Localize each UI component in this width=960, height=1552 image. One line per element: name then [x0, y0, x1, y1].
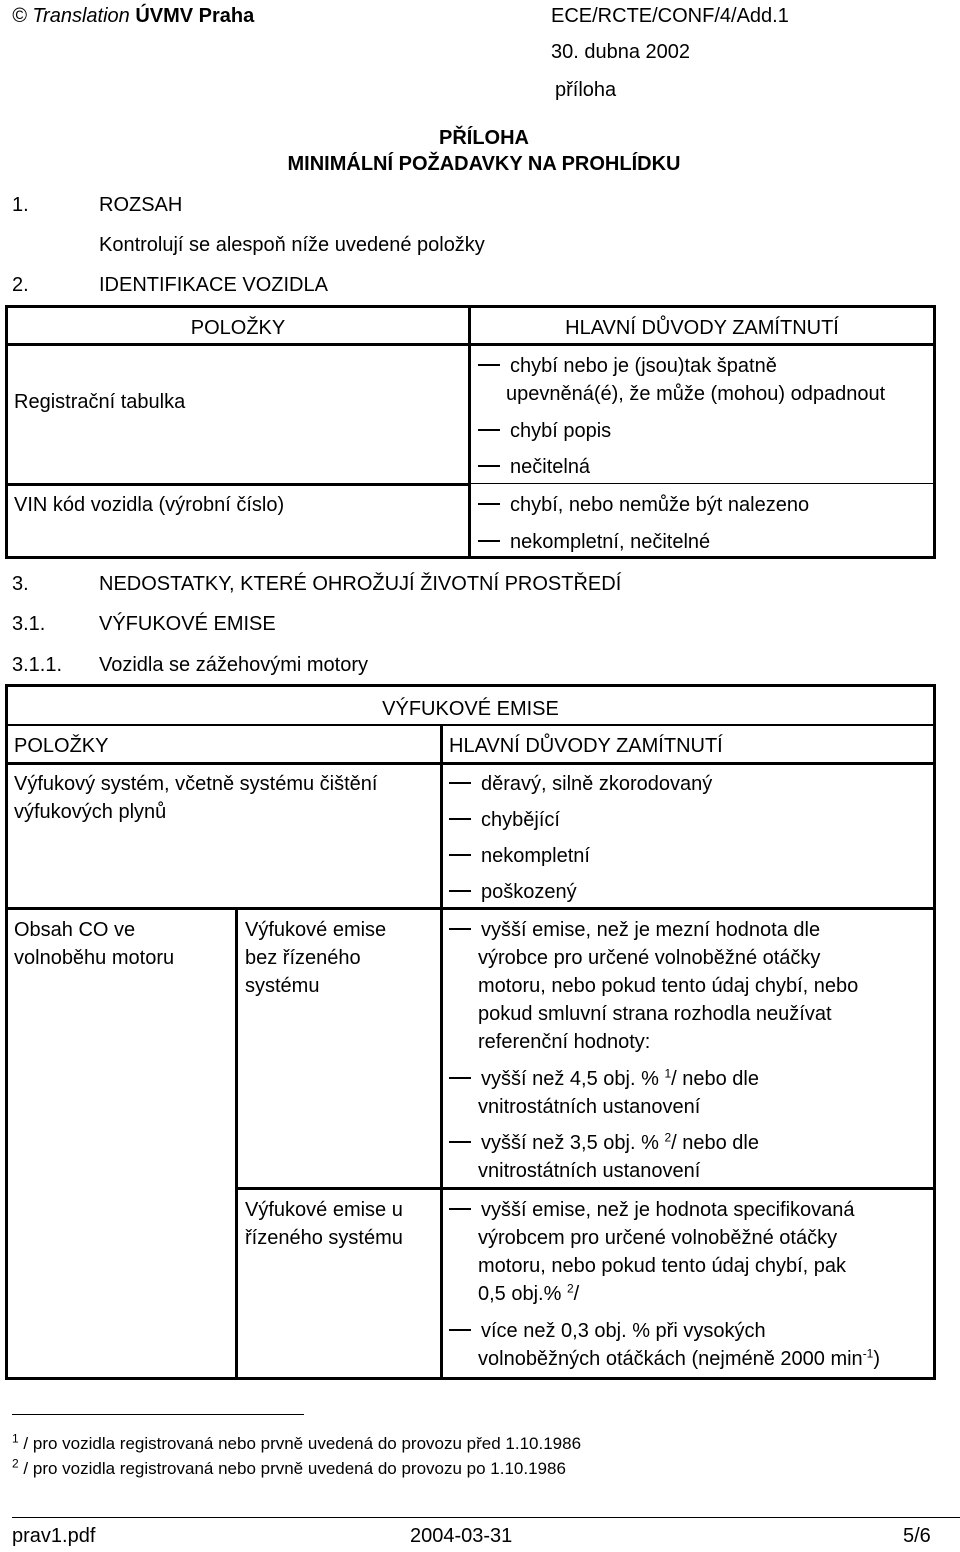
header-translation: © Translation ÚVMV Praha	[12, 5, 255, 27]
table2-header-items: POLOŽKY	[14, 735, 109, 757]
table2-reason: nekompletní	[449, 844, 590, 868]
table2-reason-continued: volnoběžných otáčkách (nejméně 2000 $\min^{-1}$)	[478, 1346, 881, 1370]
table2-reason: vyšší než 4,5 obj. % $^1$/ nebo dle	[449, 1067, 759, 1091]
table2-reason: děravý, silně zkorodovaný	[449, 772, 712, 796]
table2-item-co-content-cont: volnoběhu motoru	[14, 947, 175, 969]
table2-item-co-content: Obsah CO ve	[14, 919, 136, 941]
table1-reason: chybí, nebo nemůže být nalezeno	[478, 493, 809, 517]
table1-item-vin: VIN kód vozidla (výrobní číslo)	[14, 494, 285, 516]
table1-header-items: POLOŽKY	[190, 317, 286, 339]
section-1-text: Kontrolují se alespoň níže uvedené položky	[99, 234, 485, 256]
annex-label: příloha	[555, 79, 617, 101]
footer-filename: prav1.pdf	[12, 1525, 96, 1547]
table2-reason-continued: pokud smluvní strana rozhodla neužívat	[478, 1003, 832, 1025]
table2-subitem-controlled-cont: řízeného systému	[245, 1227, 403, 1249]
section-1-number: 1.	[12, 194, 29, 216]
title-annex: PŘÍLOHA	[439, 127, 529, 149]
table1-reason: chybí popis	[478, 419, 611, 443]
table2-item-exhaust-system: Výfukový systém, včetně systému čištění	[14, 773, 378, 795]
table2-reason: vyšší emise, než je hodnota specifikovaná	[449, 1198, 855, 1222]
doc-date: 30. dubna 2002	[551, 41, 691, 63]
table2-caption: VÝFUKOVÉ EMISE	[382, 698, 559, 720]
footer-date: 2004-03-31	[410, 1525, 513, 1547]
table2-reason-continued: referenční hodnoty:	[478, 1031, 651, 1053]
table1-reason: nekompletní, nečitelné	[478, 530, 710, 554]
footer-page-number: 5/6	[903, 1525, 931, 1547]
section-3-title: NEDOSTATKY, KTERÉ OHROŽUJÍ ŽIVOTNÍ PROSTŘEDÍ	[99, 573, 622, 595]
section-2-number: 2.	[12, 274, 29, 296]
section-1-title: ROZSAH	[99, 194, 183, 216]
table2-reason-continued: výrobce pro určené volnoběžné otáčky	[478, 947, 821, 969]
table1-reason: nečitelná	[478, 455, 590, 479]
table2-reason-continued: 0,5 obj.% $^2$/	[478, 1281, 580, 1305]
section-3-1-1-title: Vozidla se zážehovými motory	[99, 654, 369, 676]
table2-subitem-uncontrolled-cont: bez řízeného	[245, 947, 361, 969]
doc-reference: ECE/RCTE/CONF/4/Add.1	[551, 5, 789, 27]
table2-item-exhaust-system-cont: výfukových plynů	[14, 801, 167, 823]
section-3-1-number: 3.1.	[12, 613, 46, 635]
table2-reason: více než 0,3 obj. % při vysokých	[449, 1319, 766, 1343]
footnote-1: $^1$ / pro vozidla registrovaná nebo prvně uvedená do provozu před 1.10.1986	[12, 1431, 582, 1453]
table2-header-reasons: HLAVNÍ DŮVODY ZAMÍTNUTÍ	[449, 735, 723, 757]
table2-reason-continued: motoru, nebo pokud tento údaj chybí, nebo	[478, 975, 859, 997]
table2-subitem-controlled: Výfukové emise u	[245, 1199, 403, 1221]
footer-rule	[12, 1517, 960, 1518]
table1-header-reasons: HLAVNÍ DŮVODY ZAMÍTNUTÍ	[565, 317, 839, 339]
table1-reason-continued: upevněná(é), že může (mohou) odpadnout	[506, 383, 886, 405]
section-3-number: 3.	[12, 573, 29, 595]
table1-reason: chybí nebo je (jsou)tak špatně	[478, 354, 777, 378]
table1-item-registration-plate: Registrační tabulka	[14, 391, 186, 413]
section-3-1-1-number: 3.1.1.	[12, 654, 63, 676]
section-3-1-title: VÝFUKOVÉ EMISE	[99, 613, 276, 635]
table2-reason-continued: vnitrostátních ustanovení	[478, 1160, 701, 1182]
table2-reason-continued: motoru, nebo pokud tento údaj chybí, pak	[478, 1255, 847, 1277]
table2-reason: vyšší emise, než je mezní hodnota dle	[449, 918, 820, 942]
footnote-2: $^2$ / pro vozidla registrovaná nebo prvně uvedená do provozu po 1.10.1986	[12, 1456, 566, 1478]
table2-reason: poškozený	[449, 880, 577, 904]
table2-reason: vyšší než 3,5 obj. % $^2$/ nebo dle	[449, 1131, 759, 1155]
table2-subitem-uncontrolled: Výfukové emise	[245, 919, 387, 941]
table2-reason-continued: vnitrostátních ustanovení	[478, 1096, 701, 1118]
footnote-separator	[12, 1414, 304, 1415]
table2-reason-continued: výrobcem pro určené volnoběžné otáčky	[478, 1227, 838, 1249]
title-main: MINIMÁLNÍ POŽADAVKY NA PROHLÍDKU	[287, 153, 681, 175]
table2-subitem-uncontrolled-cont: systému	[245, 975, 320, 997]
table2-reason: chybějící	[449, 808, 560, 832]
section-2-title: IDENTIFIKACE VOZIDLA	[99, 274, 328, 296]
